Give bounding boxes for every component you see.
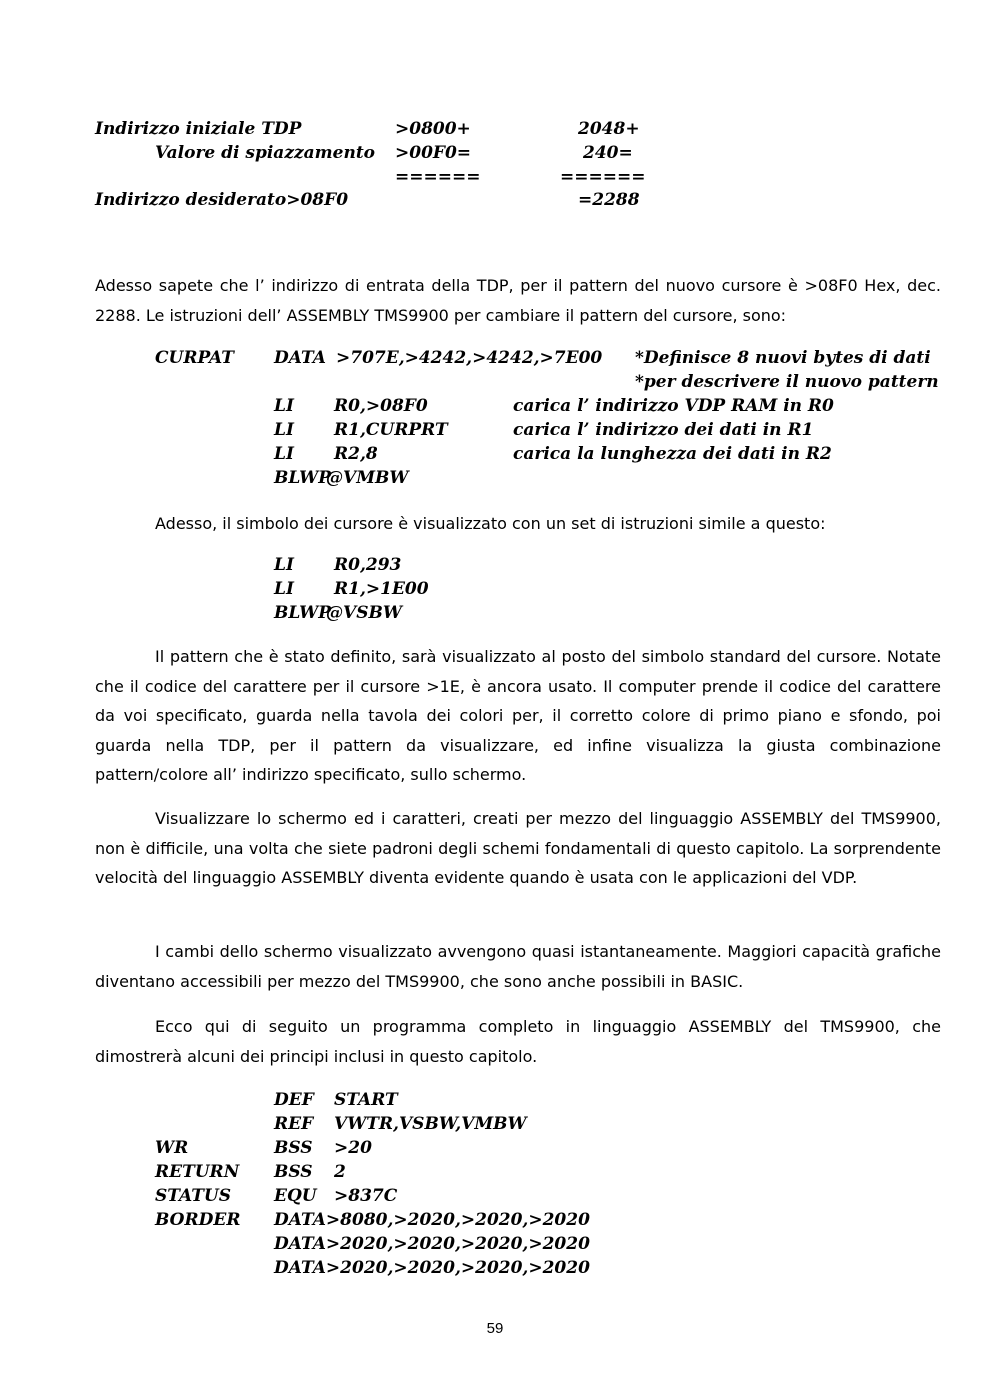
- code3-arg-4: >837C: [334, 1186, 398, 1206]
- code3-label-2: WR: [155, 1138, 189, 1158]
- paragraph-5: I cambi dello schermo visualizzato avvengono quasi istantaneamente. Maggiori capacità grafiche diventano accessibili per mezzo del TMS9900, che sono anche possibili in BASIC.: [95, 942, 941, 991]
- code3-data-6: DATA>2020,>2020,>2020,>2020: [274, 1234, 590, 1254]
- calc-dec-4: =2288: [578, 190, 640, 210]
- calc-rule-dec: ======: [560, 167, 646, 187]
- calc-label-2: Valore di spiazzamento: [155, 143, 376, 163]
- code2-op-2: BLWP: [274, 603, 332, 623]
- code1-comment-2: carica l’ indirizzo VDP RAM in R0: [513, 396, 834, 416]
- code1-arg-5: @VMBW: [326, 468, 409, 488]
- code1-comment-0: *Definisce 8 nuovi bytes di dati: [635, 348, 931, 368]
- calc-hex-1: >0800+: [395, 119, 471, 139]
- code3-arg-3: 2: [334, 1162, 346, 1182]
- code2-arg-1: R1,>1E00: [334, 579, 429, 599]
- code1-op-5: BLWP: [274, 468, 332, 488]
- code2-arg-2: @VSBW: [326, 603, 402, 623]
- code3-op-0: DEF: [274, 1090, 314, 1110]
- code1-arg-3: R1,CURPRT: [334, 420, 448, 440]
- calc-label-1: Indirizzo iniziale TDP: [95, 119, 302, 139]
- code3-op-3: BSS: [274, 1162, 313, 1182]
- code3-arg-2: >20: [334, 1138, 372, 1158]
- code3-label-3: RETURN: [155, 1162, 240, 1182]
- code3-op-2: BSS: [274, 1138, 313, 1158]
- paragraph-6: Ecco qui di seguito un programma completo in linguaggio ASSEMBLY del TMS9900, che dimostrerà alcuni dei principi inclusi in questo capitolo.: [95, 1017, 941, 1066]
- code1-op-0: DATA: [274, 348, 326, 368]
- code3-arg-0: START: [334, 1090, 398, 1110]
- code3-op-4: EQU: [274, 1186, 317, 1206]
- code2-op-1: LI: [274, 579, 294, 599]
- calc-dec-2: 240=: [583, 143, 633, 163]
- code2-arg-0: R0,293: [334, 555, 402, 575]
- code1-arg-4: R2,8: [334, 444, 378, 464]
- code1-op-4: LI: [274, 444, 294, 464]
- paragraph-1: Adesso sapete che l’ indirizzo di entrata della TDP, per il pattern del nuovo cursore è >08F0 Hex, dec. 2288. Le istruzioni dell’ ASSEMBLY TMS9900 per cambiare il pattern del cursore, sono:: [95, 276, 941, 325]
- page-number: 59: [486, 1320, 504, 1337]
- calc-dec-1: 2048+: [578, 119, 640, 139]
- code1-comment-1: *per descrivere il nuovo pattern: [635, 372, 939, 392]
- paragraph-2: Adesso, il simbolo dei cursore è visualizzato con un set di istruzioni simile a questo:: [155, 514, 826, 533]
- paragraph-3: Il pattern che è stato definito, sarà visualizzato al posto del simbolo standard del cursore. Notate che il codice del carattere per il cursore >1E, è ancora usato. Il computer prende il codice del carattere da voi specificato, guarda nella tavola dei colori per, il corretto colore di primo piano e sfondo, poi guarda nella TDP, per il pattern da visualizzare, ed infine visualizza la giusta combinazione pattern/colore all’ indirizzo specificato, sullo schermo.: [95, 647, 941, 784]
- code3-label-4: STATUS: [155, 1186, 232, 1206]
- code1-op-3: LI: [274, 420, 294, 440]
- code3-data-5: DATA>8080,>2020,>2020,>2020: [274, 1210, 590, 1230]
- code3-arg-1: VWTR,VSBW,VMBW: [334, 1114, 527, 1134]
- calc-label-4: Indirizzo desiderato>08F0: [95, 190, 349, 210]
- code1-label-0: CURPAT: [155, 348, 234, 368]
- code1-arg-0: >707E,>4242,>4242,>7E00: [336, 348, 603, 368]
- paragraph-4: Visualizzare lo schermo ed i caratteri, creati per mezzo del linguaggio ASSEMBLY del TMS9900, non è difficile, una volta che siete padroni degli schemi fondamentali di questo capitolo. La sorprendente velocità del linguaggio ASSEMBLY diventa evidente quando è usata con le applicazioni del VDP.: [95, 809, 941, 887]
- code3-label-5: BORDER: [155, 1210, 241, 1230]
- code1-comment-3: carica l’ indirizzo dei dati in R1: [513, 420, 814, 440]
- code1-comment-4: carica la lunghezza dei dati in R2: [513, 444, 832, 464]
- calc-rule-hex: ======: [395, 167, 481, 187]
- code1-arg-2: R0,>08F0: [334, 396, 428, 416]
- code1-op-2: LI: [274, 396, 294, 416]
- code3-data-7: DATA>2020,>2020,>2020,>2020: [274, 1258, 590, 1278]
- code2-op-0: LI: [274, 555, 294, 575]
- calc-hex-2: >00F0=: [395, 143, 472, 163]
- code3-op-1: REF: [274, 1114, 314, 1134]
